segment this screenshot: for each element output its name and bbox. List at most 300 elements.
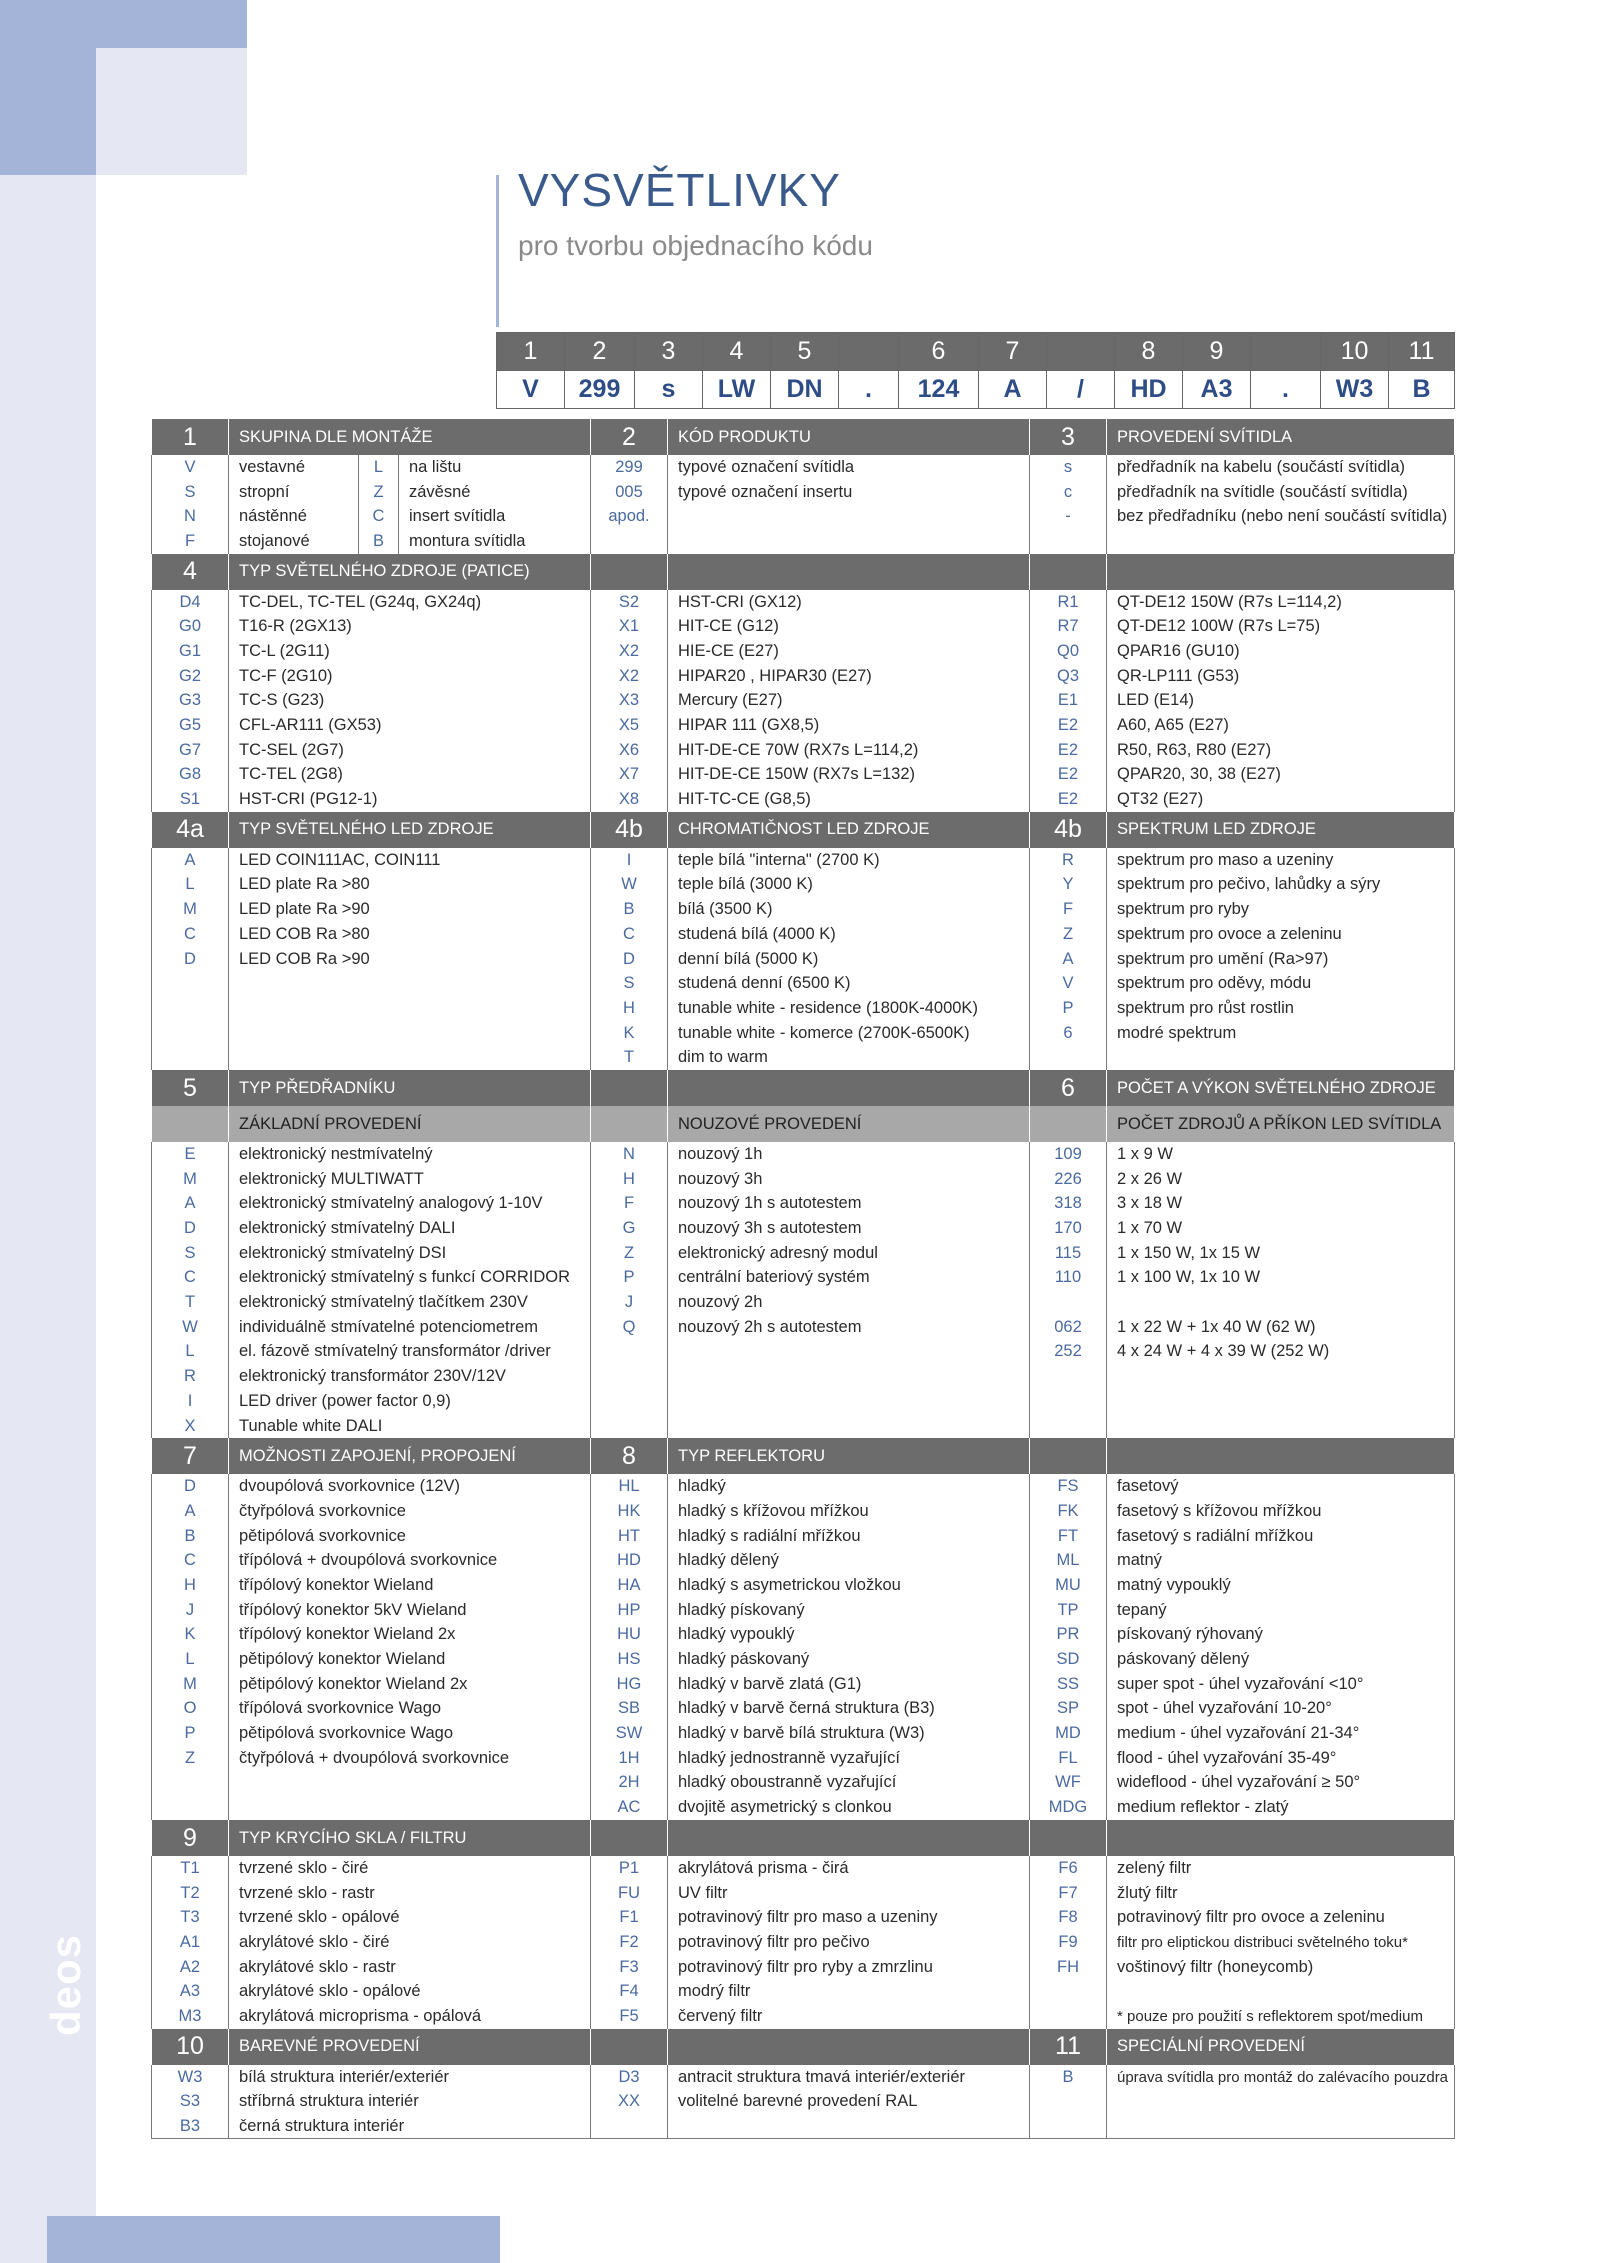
code-key: C [152, 922, 229, 947]
code-key: L [152, 1340, 229, 1365]
code-desc: elektronický stmívatelný s funkcí CORRIDOR [229, 1266, 591, 1291]
code-key: F2 [591, 1930, 668, 1955]
code-desc: 2 x 26 W [1107, 1167, 1455, 1192]
code-key [1030, 529, 1107, 554]
code-key: G8 [152, 763, 229, 788]
code-desc: LED driver (power factor 0,9) [229, 1389, 591, 1414]
code-desc: QR-LP111 (G53) [1107, 664, 1455, 689]
code-desc: elektronický stmívatelný analogový 1-10V [229, 1192, 591, 1217]
code-key: SD [1030, 1647, 1107, 1672]
table-row [152, 504, 1455, 529]
code-desc: LED COB Ra >80 [229, 922, 591, 947]
code-position-number: 8 [1115, 333, 1183, 371]
code-key: A2 [152, 1955, 229, 1980]
code-desc: dim to warm [668, 1045, 1030, 1070]
code-desc: studená bílá (4000 K) [668, 922, 1030, 947]
code-key: X2 [591, 639, 668, 664]
code-key: M3 [152, 2004, 229, 2029]
code-key [591, 1364, 668, 1389]
code-desc [229, 996, 591, 1021]
code-key: D [152, 947, 229, 972]
code-key: F3 [591, 1955, 668, 1980]
code-key [152, 996, 229, 1021]
table-row [152, 971, 1455, 996]
section-number: 4b [1030, 812, 1107, 848]
table-row [152, 2004, 1455, 2029]
subheader-title: POČET ZDROJŮ A PŘÍKON LED SVÍTIDLA [1107, 1106, 1455, 1142]
code-value: LW [703, 371, 771, 409]
code-desc: třípólová + dvoupólová svorkovnice [229, 1548, 591, 1573]
code-key [1030, 1979, 1107, 2004]
table-row [152, 1548, 1455, 1573]
code-key: SS [1030, 1672, 1107, 1697]
code-desc [229, 1795, 591, 1820]
code-desc: úprava svítidla pro montáž do zalévacího pouzdra [1107, 2065, 1455, 2090]
code-key: P [1030, 996, 1107, 1021]
section-title: BAREVNÉ PROVEDENÍ [229, 2029, 591, 2065]
code-key: 1H [591, 1746, 668, 1771]
code-key: E1 [1030, 689, 1107, 714]
code-key: T1 [152, 1856, 229, 1881]
code-desc: HIT-CE (G12) [668, 614, 1030, 639]
code-key: HU [591, 1623, 668, 1648]
code-key: 110 [1030, 1266, 1107, 1291]
code-desc: akrylátové sklo - rastr [229, 1955, 591, 1980]
code-key: C [359, 504, 399, 529]
code-position-number: 10 [1321, 333, 1389, 371]
code-desc: bílá (3500 K) [668, 897, 1030, 922]
table-row [152, 1266, 1455, 1291]
code-key: F1 [591, 1905, 668, 1930]
code-desc: na lištu [399, 455, 591, 480]
table-row [152, 1721, 1455, 1746]
code-desc: super spot - úhel vyzařování <10° [1107, 1672, 1455, 1697]
table-row [152, 1142, 1455, 1167]
code-key [1030, 2090, 1107, 2115]
code-key: V [152, 455, 229, 480]
section-number: 4b [591, 812, 668, 848]
section-header-row [152, 554, 1455, 590]
bottom-decor-bar [47, 2216, 500, 2263]
table-row [152, 947, 1455, 972]
code-key: T2 [152, 1881, 229, 1906]
code-key [591, 529, 668, 554]
code-key: 6 [1030, 1021, 1107, 1046]
code-desc: spektrum pro růst rostlin [1107, 996, 1455, 1021]
code-desc: modré spektrum [1107, 1021, 1455, 1046]
code-desc: akrylátová prisma - čirá [668, 1856, 1030, 1881]
section-title: MOŽNOSTI ZAPOJENÍ, PROPOJENÍ [229, 1438, 591, 1474]
subheader-title: ZÁKLADNÍ PROVEDENÍ [229, 1106, 591, 1142]
table-row [152, 1697, 1455, 1722]
code-key: Z [1030, 922, 1107, 947]
code-key: P [152, 1721, 229, 1746]
code-key: 299 [591, 455, 668, 480]
code-desc: elektronický adresný modul [668, 1241, 1030, 1266]
code-desc: R50, R63, R80 (E27) [1107, 738, 1455, 763]
code-desc: LED plate Ra >80 [229, 873, 591, 898]
table-row [152, 1340, 1455, 1365]
code-position-number: 4 [703, 333, 771, 371]
code-value: 299 [565, 371, 635, 409]
code-position-number [839, 333, 899, 371]
code-desc: 1 x 70 W [1107, 1216, 1455, 1241]
code-value: / [1047, 371, 1115, 409]
code-key: I [152, 1389, 229, 1414]
section-title: TYP REFLEKTORU [668, 1438, 1030, 1474]
code-key: S [152, 480, 229, 505]
code-desc: HIT-DE-CE 70W (RX7s L=114,2) [668, 738, 1030, 763]
code-key: F6 [1030, 1856, 1107, 1881]
code-desc: HST-CRI (GX12) [668, 590, 1030, 615]
code-key: D [591, 947, 668, 972]
code-desc: centrální bateriový systém [668, 1266, 1030, 1291]
title-accent-line [496, 175, 499, 327]
section-number: 7 [152, 1438, 229, 1474]
code-key: S1 [152, 787, 229, 812]
code-desc: 3 x 18 W [1107, 1192, 1455, 1217]
code-position-number: 3 [635, 333, 703, 371]
table-row [152, 614, 1455, 639]
code-desc: typové označení insertu [668, 480, 1030, 505]
code-desc: spektrum pro ovoce a zeleninu [1107, 922, 1455, 947]
section-number [1030, 1820, 1107, 1856]
table-row [152, 689, 1455, 714]
code-desc: elektronický transformátor 230V/12V [229, 1364, 591, 1389]
code-desc: pískovaný rýhovaný [1107, 1623, 1455, 1648]
code-position-number: 5 [771, 333, 839, 371]
code-desc: pětipólový konektor Wieland 2x [229, 1672, 591, 1697]
page-title: VYSVĚTLIVKY [518, 164, 841, 216]
code-key: E2 [1030, 763, 1107, 788]
section-title [1107, 1438, 1455, 1474]
code-desc [229, 1771, 591, 1796]
code-key: XX [591, 2090, 668, 2115]
code-value: W3 [1321, 371, 1389, 409]
code-key: L [152, 873, 229, 898]
code-desc: třípólový konektor Wieland 2x [229, 1623, 591, 1648]
code-key: s [1030, 455, 1107, 480]
code-desc: čtyřpólová + dvoupólová svorkovnice [229, 1746, 591, 1771]
section-title: PROVEDENÍ SVÍTIDLA [1107, 419, 1455, 455]
code-key: C [591, 922, 668, 947]
section-title [668, 1070, 1030, 1106]
table-row [152, 590, 1455, 615]
section-number: 5 [152, 1070, 229, 1106]
code-key: V [1030, 971, 1107, 996]
code-desc: hladký v barvě černá struktura (B3) [668, 1697, 1030, 1722]
code-desc: elektronický stmívatelný tlačítkem 230V [229, 1290, 591, 1315]
code-desc: nouzový 2h [668, 1290, 1030, 1315]
code-key: E [152, 1142, 229, 1167]
code-desc: pětipólový konektor Wieland [229, 1647, 591, 1672]
code-key: HT [591, 1524, 668, 1549]
table-row [152, 873, 1455, 898]
code-desc: QT32 (E27) [1107, 787, 1455, 812]
code-desc: medium - úhel vyzařování 21-34° [1107, 1721, 1455, 1746]
code-key: T3 [152, 1905, 229, 1930]
code-desc: A60, A65 (E27) [1107, 713, 1455, 738]
section-title: KÓD PRODUKTU [668, 419, 1030, 455]
brand-logo: deos [42, 1933, 89, 2037]
code-desc: el. fázově stmívatelný transformátor /driver [229, 1340, 591, 1365]
code-desc: zelený filtr [1107, 1856, 1455, 1881]
code-desc: CFL-AR111 (GX53) [229, 713, 591, 738]
code-key [1030, 1290, 1107, 1315]
code-desc: HIT-TC-CE (G8,5) [668, 787, 1030, 812]
section-title: TYP PŘEDŘADNÍKU [229, 1070, 591, 1106]
code-key: WF [1030, 1771, 1107, 1796]
code-desc [229, 971, 591, 996]
code-desc: tepaný [1107, 1598, 1455, 1623]
section-header-row [152, 1438, 1455, 1474]
code-key: R7 [1030, 614, 1107, 639]
code-desc: flood - úhel vyzařování 35-49° [1107, 1746, 1455, 1771]
code-key [152, 971, 229, 996]
code-key: G5 [152, 713, 229, 738]
section-number: 3 [1030, 419, 1107, 455]
code-desc: potravinový filtr pro pečivo [668, 1930, 1030, 1955]
code-desc: individuálně stmívatelné potenciometrem [229, 1315, 591, 1340]
code-desc: HIT-DE-CE 150W (RX7s L=132) [668, 763, 1030, 788]
code-desc: LED (E14) [1107, 689, 1455, 714]
code-key: HD [591, 1548, 668, 1573]
code-key: HS [591, 1647, 668, 1672]
code-desc: denní bílá (5000 K) [668, 947, 1030, 972]
code-value: HD [1115, 371, 1183, 409]
code-desc: typové označení svítidla [668, 455, 1030, 480]
code-key: FT [1030, 1524, 1107, 1549]
code-key: MU [1030, 1573, 1107, 1598]
code-desc: hladký s křížovou mřížkou [668, 1499, 1030, 1524]
table-row [152, 1216, 1455, 1241]
code-key: J [591, 1290, 668, 1315]
table-row [152, 897, 1455, 922]
code-key: HK [591, 1499, 668, 1524]
top-left-decor-inset [96, 48, 247, 175]
section-number [1030, 554, 1107, 590]
code-key: G0 [152, 614, 229, 639]
code-key: SB [591, 1697, 668, 1722]
table-row [152, 1647, 1455, 1672]
section-number [591, 1820, 668, 1856]
table-row [152, 1021, 1455, 1046]
table-row [152, 787, 1455, 812]
order-code-table [496, 332, 1455, 409]
section-title [668, 554, 1030, 590]
section-header-row [152, 812, 1455, 848]
table-row [152, 1598, 1455, 1623]
section-number: 9 [152, 1820, 229, 1856]
table-row [152, 1192, 1455, 1217]
section-title: TYP SVĚTELNÉHO ZDROJE (PATICE) [229, 554, 591, 590]
code-position-number: 11 [1389, 333, 1455, 371]
section-number: 8 [591, 1438, 668, 1474]
table-row [152, 848, 1455, 873]
code-key: Z [591, 1241, 668, 1266]
code-key: P1 [591, 1856, 668, 1881]
code-desc: akrylátová microprisma - opálová [229, 2004, 591, 2029]
code-desc: černá struktura interiér [229, 2114, 591, 2139]
code-desc: spektrum pro umění (Ra>97) [1107, 947, 1455, 972]
section-header-row [152, 419, 1455, 455]
code-key: FL [1030, 1746, 1107, 1771]
subheader-title: NOUZOVÉ PROVEDENÍ [668, 1106, 1030, 1142]
code-desc [1107, 1979, 1455, 2004]
code-value: . [1251, 371, 1321, 409]
code-desc [1107, 1290, 1455, 1315]
code-key: Q0 [1030, 639, 1107, 664]
code-desc: akrylátové sklo - opálové [229, 1979, 591, 2004]
code-position-number [1251, 333, 1321, 371]
code-key: L [152, 1647, 229, 1672]
code-key: A [152, 1192, 229, 1217]
code-desc: medium reflektor - zlatý [1107, 1795, 1455, 1820]
code-key [1030, 1045, 1107, 1070]
code-key: A3 [152, 1979, 229, 2004]
code-desc: studená denní (6500 K) [668, 971, 1030, 996]
section-number [591, 1070, 668, 1106]
code-key: E2 [1030, 787, 1107, 812]
code-desc: elektronický stmívatelný DSI [229, 1241, 591, 1266]
table-row [152, 639, 1455, 664]
page-subtitle: pro tvorbu objednacího kódu [518, 230, 873, 261]
legend-table [151, 419, 1455, 2139]
code-key: D3 [591, 2065, 668, 2090]
code-key: A1 [152, 1930, 229, 1955]
code-desc [668, 1364, 1030, 1389]
code-desc: TC-DEL, TC-TEL (G24q, GX24q) [229, 590, 591, 615]
code-desc: wideflood - úhel vyzařování ≥ 50° [1107, 1771, 1455, 1796]
section-number: 4a [152, 812, 229, 848]
code-desc: TC-SEL (2G7) [229, 738, 591, 763]
section-header-row [152, 2029, 1455, 2065]
code-desc: Mercury (E27) [668, 689, 1030, 714]
code-desc: 1 x 100 W, 1x 10 W [1107, 1266, 1455, 1291]
code-desc: červený filtr [668, 2004, 1030, 2029]
code-desc: dvojitě asymetrický s clonkou [668, 1795, 1030, 1820]
code-key: MD [1030, 1721, 1107, 1746]
section-number: 6 [1030, 1070, 1107, 1106]
code-position-number: 9 [1183, 333, 1251, 371]
code-desc: tvrzené sklo - rastr [229, 1881, 591, 1906]
section-title [1107, 1820, 1455, 1856]
code-key: X6 [591, 738, 668, 763]
code-desc: žlutý filtr [1107, 1881, 1455, 1906]
code-desc: nouzový 1h [668, 1142, 1030, 1167]
code-key: HA [591, 1573, 668, 1598]
code-desc: spektrum pro oděvy, módu [1107, 971, 1455, 996]
code-key: apod. [591, 504, 668, 529]
section-title [1107, 554, 1455, 590]
code-key: X2 [591, 664, 668, 689]
code-value-row [497, 371, 1455, 409]
table-row [152, 1979, 1455, 2004]
code-desc [1107, 2090, 1455, 2115]
code-desc: fasetový [1107, 1474, 1455, 1499]
section-title [668, 1820, 1030, 1856]
left-decor-strip [0, 0, 96, 2263]
code-key: R [152, 1364, 229, 1389]
code-key: B [591, 897, 668, 922]
code-desc: spektrum pro pečivo, lahůdky a sýry [1107, 873, 1455, 898]
section-title: SPECIÁLNÍ PROVEDENÍ [1107, 2029, 1455, 2065]
table-row [152, 1241, 1455, 1266]
code-key: A [1030, 947, 1107, 972]
subheader-row [152, 1106, 1455, 1142]
code-key [591, 1340, 668, 1365]
code-key: K [591, 1021, 668, 1046]
code-desc [1107, 2114, 1455, 2139]
code-key: ML [1030, 1548, 1107, 1573]
table-row [152, 1045, 1455, 1070]
code-desc: tunable white - residence (1800K-4000K) [668, 996, 1030, 1021]
code-desc [1107, 1389, 1455, 1414]
code-key: G7 [152, 738, 229, 763]
section-number: 2 [591, 419, 668, 455]
code-value: B [1389, 371, 1455, 409]
code-position-number: 2 [565, 333, 635, 371]
section-title: TYP SVĚTELNÉHO LED ZDROJE [229, 812, 591, 848]
code-key: X1 [591, 614, 668, 639]
code-desc: fasetový s radiální mřížkou [1107, 1524, 1455, 1549]
code-desc [1107, 1364, 1455, 1389]
code-desc: modrý filtr [668, 1979, 1030, 2004]
code-key: B [1030, 2065, 1107, 2090]
code-key: HL [591, 1474, 668, 1499]
code-desc: Tunable white DALI [229, 1414, 591, 1439]
code-key: 005 [591, 480, 668, 505]
code-desc: bez předřadníku (nebo není součástí svítidla) [1107, 504, 1455, 529]
code-desc: T16-R (2GX13) [229, 614, 591, 639]
code-key [591, 1389, 668, 1414]
code-key: N [152, 504, 229, 529]
code-desc: LED COIN111AC, COIN111 [229, 848, 591, 873]
code-key: Z [359, 480, 399, 505]
table-row [152, 1474, 1455, 1499]
code-key: SW [591, 1721, 668, 1746]
code-desc: matný [1107, 1548, 1455, 1573]
code-position-number: 7 [979, 333, 1047, 371]
code-desc: 1 x 9 W [1107, 1142, 1455, 1167]
code-desc: hladký pískovaný [668, 1598, 1030, 1623]
table-row [152, 1856, 1455, 1881]
code-key: X5 [591, 713, 668, 738]
table-row [152, 1905, 1455, 1930]
code-key [152, 1795, 229, 1820]
code-key: F7 [1030, 1881, 1107, 1906]
table-row [152, 480, 1455, 505]
table-row [152, 922, 1455, 947]
code-desc: antracit struktura tmavá interiér/exteriér [668, 2065, 1030, 2090]
code-key: T [591, 1045, 668, 1070]
code-desc: hladký v barvě bílá struktura (W3) [668, 1721, 1030, 1746]
code-desc: UV filtr [668, 1881, 1030, 1906]
section-header-row [152, 1820, 1455, 1856]
code-key [1030, 2004, 1107, 2029]
code-key: F4 [591, 1979, 668, 2004]
table-row [152, 763, 1455, 788]
code-key: SP [1030, 1697, 1107, 1722]
code-desc: elektronický nestmívatelný [229, 1142, 591, 1167]
code-key: Y [1030, 873, 1107, 898]
section-number [591, 554, 668, 590]
code-key: F5 [591, 2004, 668, 2029]
section-title: SKUPINA DLE MONTÁŽE [229, 419, 591, 455]
code-desc: nástěnné [229, 504, 359, 529]
code-key: K [152, 1623, 229, 1648]
table-row [152, 455, 1455, 480]
